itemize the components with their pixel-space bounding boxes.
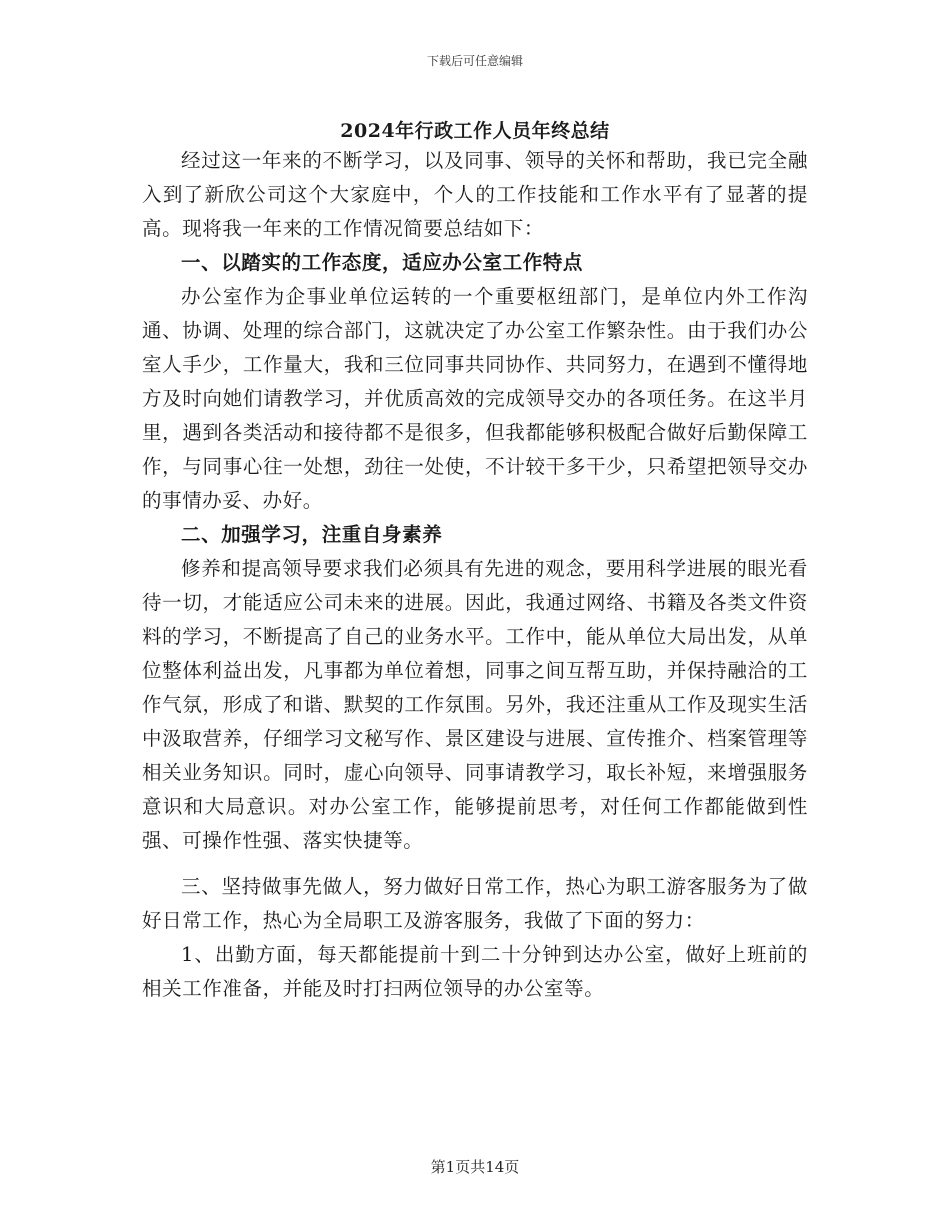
document-body xyxy=(142,144,808,1006)
page-header-note: 下载后可任意编辑 xyxy=(426,54,523,68)
section-1-paragraph: 办公室作为企事业单位运转的一个重要枢纽部门，是单位内外工作沟通、协调、处理的综合部门，这就决定了办公室工作繁杂性。由于我们办公室人手少，工作量大，我和三位同事共同协作、共同努力，在遇到不懂得地方及时向她们请教学习，并优质高效的完成领导交办的各项任务。在这半月里，遇到各类活动和接待都不是很多，但我都能够积极配合做好后勤保障工作，与同事心往一处想，劲往一处使，不计较干多干少，只希望把领导交办的事情办妥、办好。 xyxy=(142,285,808,512)
intro-paragraph: 经过这一年来的不断学习，以及同事、领导的关怀和帮助，我已完全融入到了新欣公司这个大家庭中，个人的工作技能和工作水平有了显著的提高。现将我一年来的工作情况简要总结如下： xyxy=(142,149,808,240)
section-2-paragraph: 修养和提高领导要求我们必须具有先进的观念，要用科学进展的眼光看待一切，才能适应公司未来的进展。因此，我通过网络、书籍及各类文件资料的学习，不断提高了自己的业务水平。工作中，能从单位大局出发，从单位整体利益出发，凡事都为单位着想，同事之间互帮互助，并保持融洽的工作气氛，形成了和谐、默契的工作氛围。另外，我还注重从工作及现实生活中汲取营养，仔细学习文秘写作、景区建设与进展、宣传推介、档案管理等相关业务知识。同时，虚心向领导、同事请教学习，取长补短，来增强服务意识和大局意识。对办公室工作，能够提前思考，对任何工作都能做到性强、可操作性强、落实快捷等。 xyxy=(142,557,808,852)
section-heading-1: 一、以踏实的工作态度，适应办公室工作特点 xyxy=(181,251,584,274)
item-1-paragraph: 1、出勤方面，每天都能提前十到二十分钟到达办公室，做好上班前的相关工作准备，并能及时打扫两位领导的办公室等。 xyxy=(142,943,808,1000)
section-3-paragraph: 三、坚持做事先做人，努力做好日常工作，热心为职工游客服务为了做好日常工作，热心为全局职工及游客服务，我做了下面的努力： xyxy=(142,875,808,932)
document-title: 2024年行政工作人员年终总结 xyxy=(340,120,610,142)
page-number: 第1页共14页 xyxy=(430,1158,520,1176)
section-heading-2: 二、加强学习，注重自身素养 xyxy=(181,523,443,546)
